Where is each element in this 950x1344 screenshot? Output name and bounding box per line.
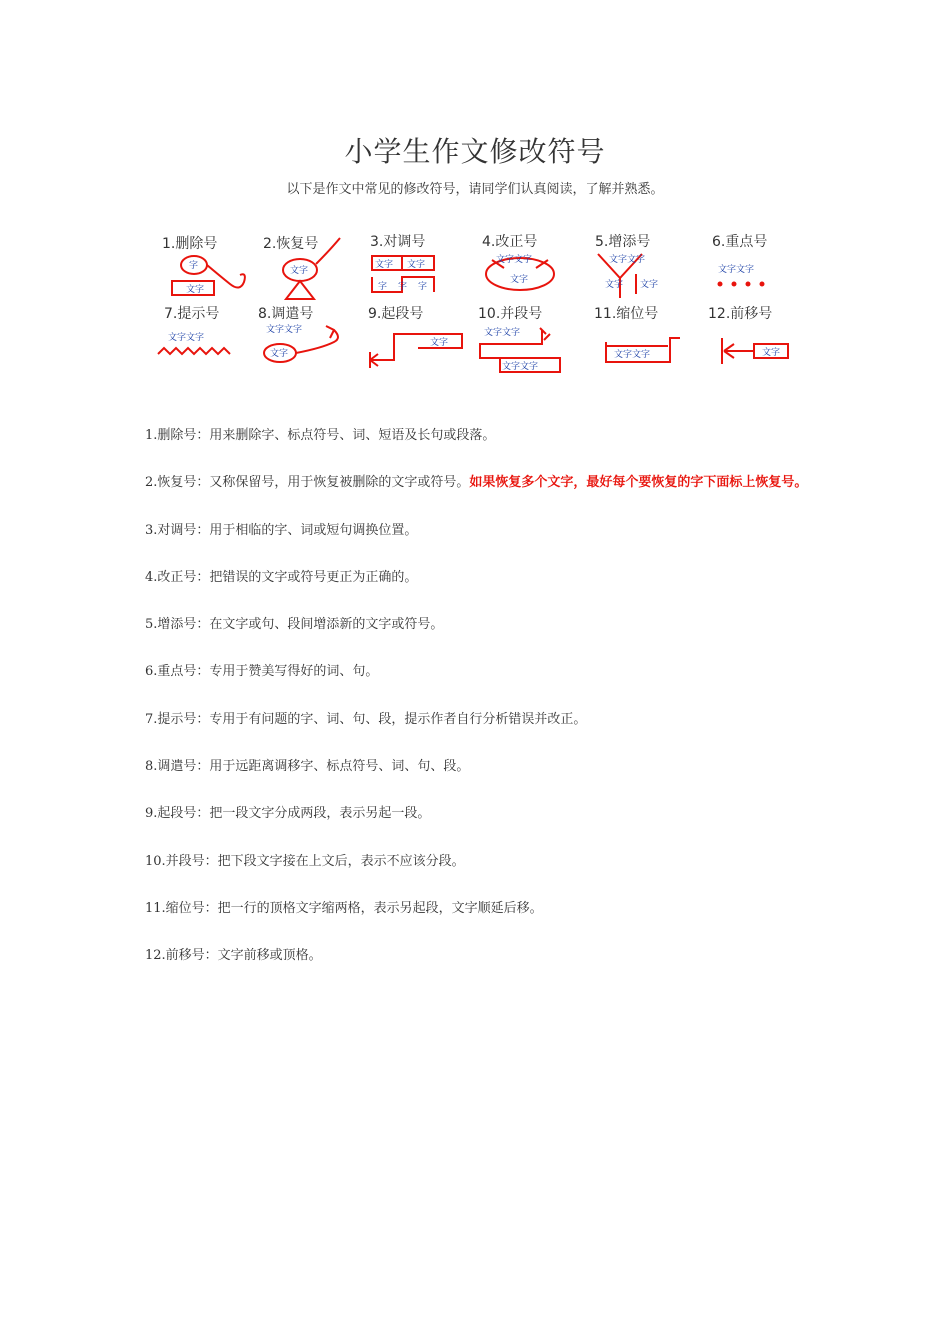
sample-word: 文字	[375, 260, 394, 270]
list-item: 10.并段号：把下段文字接在上文后，表示不应该分段。	[145, 853, 465, 869]
restore-mark-triangle	[286, 281, 314, 299]
list-item: 3.对调号：用于相临的字、词或短句调换位置。	[145, 522, 418, 538]
sample-words: 文字文字	[266, 325, 303, 335]
list-item: 6.重点号：专用于赞美写得好的词、句。	[145, 664, 379, 680]
list-item: 7.提示号：专用于有问题的字、词、句、段，提示作者自行分析错误并改正。	[145, 711, 587, 727]
list-item: 1.删除号：用来删除字、标点符号、词、短语及长句或段落。	[145, 428, 496, 443]
transfer-mark-arrow	[296, 326, 338, 353]
sample-char: 字	[418, 282, 428, 292]
figure-label: 11.缩位号	[594, 306, 659, 322]
sample-words: 文字文字	[614, 350, 651, 360]
figure-label: 8.调遣号	[258, 306, 314, 322]
sample-word: 文字	[290, 266, 309, 276]
emphasis-dot	[732, 282, 737, 287]
figure-label: 9.起段号	[368, 306, 424, 322]
list-item: 4.改正号：把错误的文字或符号更正为正确的。	[145, 569, 418, 585]
hint-mark-zigzag	[158, 348, 230, 354]
sample-words: 文字文字	[609, 255, 646, 265]
highlighted-note: 如果恢复多个文字，最好每个要恢复的字下面标上恢复号。	[469, 475, 808, 491]
sample-word: 文字	[640, 280, 659, 290]
revision-symbols-figure	[148, 222, 804, 384]
sample-word: 文字	[430, 338, 449, 348]
figure-label: 7.提示号	[164, 306, 220, 322]
symbol-description-list	[145, 424, 815, 992]
figure-label: 5.增添号	[595, 234, 651, 250]
figure-label: 3.对调号	[370, 234, 426, 250]
emphasis-dot	[760, 282, 765, 287]
figure-label: 12.前移号	[708, 306, 773, 322]
sample-word: 文字	[186, 285, 205, 295]
emphasis-dot	[746, 282, 751, 287]
figure-label: 2.恢复号	[263, 236, 319, 252]
sample-words: 文字文字	[484, 328, 521, 338]
sample-words: 文字文字	[718, 265, 755, 275]
sample-word: 文字	[510, 275, 529, 285]
page-title: 小学生作文修改符号	[344, 135, 606, 168]
figure-label: 10.并段号	[478, 306, 543, 322]
restore-mark-tail	[316, 238, 340, 264]
page-subtitle: 以下是作文中常见的修改符号，请同学们认真阅读，了解并熟悉。	[286, 182, 664, 197]
emphasis-dot	[718, 282, 723, 287]
list-item: 12.前移号：文字前移或顶格。	[145, 948, 322, 964]
figure-label: 6.重点号	[712, 234, 768, 250]
delete-mark-tail	[207, 265, 245, 288]
figure-label: 4.改正号	[482, 234, 538, 250]
list-item: 5.增添号：在文字或句、段间增添新的文字或符号。	[145, 617, 444, 633]
sample-word: 文字	[407, 260, 426, 270]
sample-word: 文字	[270, 349, 289, 359]
sample-words: 文字文字	[502, 362, 539, 372]
figure-label: 1.删除号	[162, 236, 218, 252]
list-item: 8.调遣号：用于远距离调移字、标点符号、词、句、段。	[145, 759, 470, 775]
sample-word: 文字	[605, 280, 624, 290]
list-item: 11.缩位号：把一行的顶格文字缩两格，表示另起段，文字顺延后移。	[145, 900, 543, 916]
sample-char: 字	[398, 282, 408, 292]
sample-words: 文字文字	[168, 333, 205, 343]
sample-char: 字	[378, 282, 388, 292]
sample-char: 字	[189, 261, 199, 271]
sample-word: 文字	[762, 348, 781, 358]
move-forward-mark	[722, 338, 754, 364]
new-paragraph-mark	[370, 334, 418, 368]
list-item: 9.起段号：把一段文字分成两段，表示另起一段。	[145, 806, 431, 822]
list-item: 2.恢复号：又称保留号，用于恢复被删除的文字或符号。如果恢复多个文字，最好每个要恢复的字下面标上恢复号。	[145, 475, 808, 491]
sample-words: 文字文字	[496, 255, 533, 265]
